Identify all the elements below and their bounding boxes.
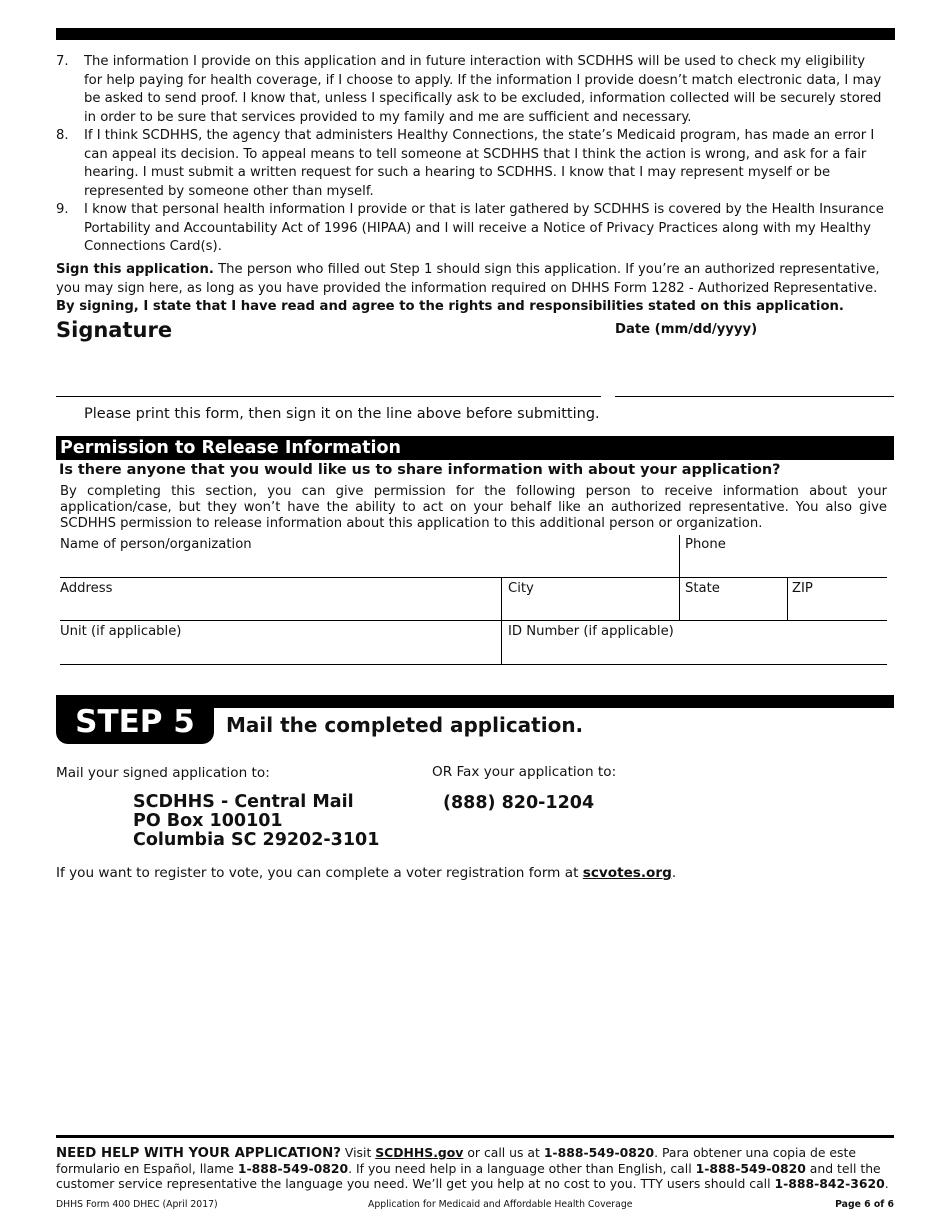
address-line: Columbia SC 29202-3101 <box>133 830 380 850</box>
state-field[interactable] <box>679 579 786 621</box>
signature-line[interactable] <box>56 396 601 397</box>
fax-number: (888) 820-1204 <box>443 793 595 813</box>
list-item <box>56 53 886 127</box>
list-item <box>56 201 886 257</box>
form-title: Application for Medicaid and Affordable Health Coverage <box>368 1199 633 1210</box>
fax-label: OR Fax your application to: <box>432 764 617 780</box>
address-field-label: Address <box>60 581 113 596</box>
footer-meta <box>56 1199 894 1210</box>
city-field-label: City <box>508 581 534 596</box>
city-field[interactable] <box>502 579 679 621</box>
address-line: SCDHHS - Central Mail <box>133 792 354 812</box>
permission-header: Permission to Release Information <box>56 436 894 460</box>
name-field[interactable] <box>54 535 679 577</box>
permission-description: By completing this section, you can give permission for the following person to receive information about your application/case, but they won’t have the ability to act on your behalf like an authorized representative. You also give SCDHHS permission to release information about this application to this additional person or organization. <box>60 484 887 531</box>
sign-instructions <box>56 261 891 317</box>
top-rule <box>56 28 895 40</box>
column-divider <box>787 578 788 621</box>
voter-end: . <box>671 865 677 881</box>
scdhhs-link[interactable]: SCDHHS.gov <box>375 1145 464 1160</box>
rights-list <box>56 53 886 257</box>
column-divider <box>679 535 680 621</box>
item-number: 8. <box>56 128 69 143</box>
step5-tab: STEP 5 <box>56 700 214 744</box>
item-number: 9. <box>56 202 69 217</box>
id-number-field[interactable] <box>502 622 887 664</box>
phone-field-label: Phone <box>685 537 726 552</box>
item-text: The information I provide on this application and in future interaction with SCDHHS will be used to check my eligibility for help paying for health coverage, if I choose to apply. If the information I provide doesn’t match electronic data, I may be asked to send proof. I know that, unless I specifically ask to be excluded, information collected will be securely stored in order to be sure that services provided to my family and me are sufficient and necessary. <box>84 54 882 125</box>
column-divider <box>501 578 502 665</box>
help-text: . If you need help in a language other than English, call <box>348 1161 696 1176</box>
release-form-grid <box>60 535 887 665</box>
row-divider <box>60 577 887 578</box>
phone-field[interactable] <box>679 535 887 577</box>
list-item <box>56 127 886 201</box>
help-text: Visit <box>340 1145 376 1160</box>
unit-field-label: Unit (if applicable) <box>60 624 182 639</box>
name-field-label: Name of person/organization <box>60 537 252 552</box>
date-label: Date (mm/dd/yyyy) <box>615 322 758 337</box>
zip-field[interactable] <box>786 579 887 621</box>
row-divider <box>60 664 887 665</box>
sign-agreement: By signing, I state that I have read and agree to the rights and responsibilities stated on this application. <box>56 299 844 314</box>
footer-help <box>56 1145 894 1191</box>
unit-field[interactable] <box>54 622 502 664</box>
form-id: DHHS Form 400 DHEC (April 2017) <box>56 1199 218 1210</box>
help-text: or call us at <box>463 1145 544 1160</box>
help-text: and tell the customer service representative the language you need. We’ll get you help at no cost to you. TTY users should call <box>56 1161 881 1191</box>
step5-title: Mail the completed application. <box>226 713 584 737</box>
sign-text: The person who filled out Step 1 should sign this application. If you’re an authorized representative, you may sign here, as long as you have provided the information required on DHHS Form 1282 - Authorized Representative. <box>56 262 880 296</box>
address-field[interactable] <box>54 579 502 621</box>
phone-number: 1-888-549-0820 <box>543 1145 655 1160</box>
state-field-label: State <box>685 581 720 596</box>
scvotes-link[interactable]: scvotes.org <box>582 865 672 881</box>
item-number: 7. <box>56 54 69 69</box>
page-number: Page 6 of 6 <box>835 1199 894 1210</box>
item-text: If I think SCDHHS, the agency that administers Healthy Connections, the state’s Medicaid program, has made an error I can appeal its decision. To appeal means to tell someone at SCDHHS that I think the action is wrong, and ask for a fair hearing. I must submit a written request for such a hearing to SCDHHS. I know that I may represent myself or be represented by someone other than myself. <box>84 128 875 199</box>
date-line[interactable] <box>615 396 894 397</box>
help-text: . Para obtener una copia de este formulario en Español, llame <box>56 1145 856 1176</box>
zip-field-label: ZIP <box>792 581 813 596</box>
voter-registration-note <box>56 865 676 881</box>
permission-question: Is there anyone that you would like us to share information with about your application? <box>59 462 781 478</box>
sign-lead: Sign this application. <box>56 262 214 277</box>
address-line: PO Box 100101 <box>133 811 283 831</box>
row-divider <box>60 620 887 621</box>
item-text: I know that personal health information I provide or that is later gathered by SCDHHS is covered by the Health Insurance Portability and Accountability Act of 1996 (HIPAA) and I will receive a Notice of Privacy Practices along with my Healthy Connections Card(s). <box>84 202 884 254</box>
phone-number: 1-888-549-0820 <box>237 1161 349 1176</box>
id-number-field-label: ID Number (if applicable) <box>508 624 674 639</box>
help-lead: NEED HELP WITH YOUR APPLICATION? <box>56 1146 341 1161</box>
voter-text: If you want to register to vote, you can complete a voter registration form at <box>56 865 583 881</box>
phone-number: 1-888-549-0820 <box>695 1161 806 1176</box>
mail-label: Mail your signed application to: <box>56 765 270 781</box>
footer-rule <box>56 1135 894 1138</box>
mailing-address <box>133 793 379 850</box>
print-note: Please print this form, then sign it on the line above before submitting. <box>84 406 600 422</box>
signature-label: Signature <box>56 318 173 342</box>
tty-number: 1-888-842-3620 <box>774 1176 885 1191</box>
help-text: . <box>884 1176 889 1191</box>
